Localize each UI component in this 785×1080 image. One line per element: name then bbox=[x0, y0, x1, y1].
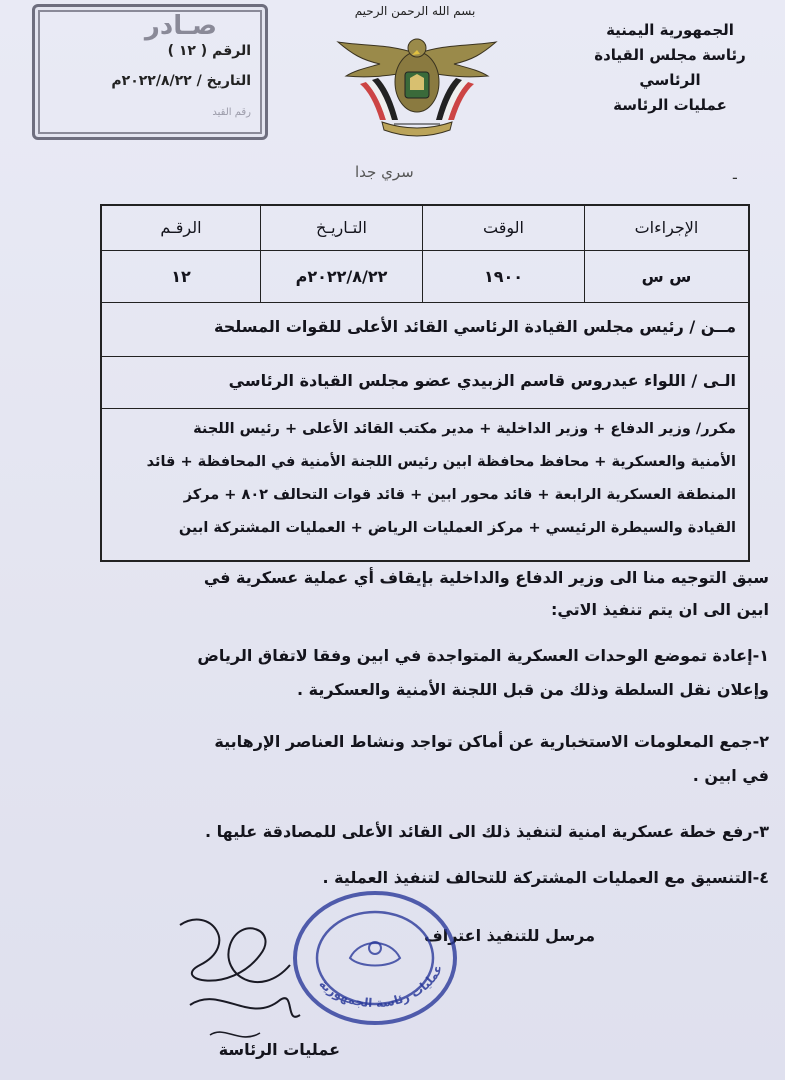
item-2-line-2: في ابين . bbox=[692, 766, 769, 785]
intro-line-1: سبق التوجيه منا الى وزير الدفاع والداخلية بإيقاف أي عملية عسكرية في bbox=[203, 568, 769, 587]
cc-line-4: القيادة والسيطرة الرئيسي + مركز العمليات الرياض + العمليات المشتركة ابين bbox=[178, 520, 736, 536]
letterhead-line-3: الرئاسي bbox=[639, 71, 701, 89]
item-3-line-1: ٣-رفع خطة عسكرية امنية لتنفيذ ذلك الى القائد الأعلى للمصادقة عليها . bbox=[205, 822, 769, 841]
letterhead bbox=[575, 18, 765, 118]
from-row bbox=[102, 302, 748, 356]
outgoing-stamp bbox=[32, 4, 268, 140]
seal-text: عمليات رئاسة الجمهورية bbox=[316, 962, 446, 1011]
letterhead-line-1: الجمهورية اليمنية bbox=[606, 21, 734, 39]
header-actions: الإجراءات bbox=[584, 206, 748, 250]
signature-mark bbox=[170, 905, 310, 1055]
intro-line-2: ابين الى ان يتم تنفيذ الاتي: bbox=[551, 600, 769, 619]
value-time: ١٩٠٠ bbox=[422, 251, 584, 302]
header-number: الرقـم bbox=[160, 218, 202, 237]
cc-row bbox=[102, 408, 748, 562]
stamp-ref: رقم القيد bbox=[212, 107, 251, 118]
header-date: التـاريـخ bbox=[260, 206, 422, 250]
item-4-line-1: ٤-التنسيق مع العمليات المشتركة للتحالف لتنفيذ العملية . bbox=[322, 868, 769, 887]
stamp-number: الرقم ( ١٢ ) bbox=[167, 43, 251, 59]
table-header-row bbox=[102, 206, 748, 250]
to-text: الـى / اللواء عيدروس قاسم الزبيدي عضو مجلس القيادة الرئاسي bbox=[228, 371, 736, 390]
value-number: ١٢ bbox=[171, 267, 191, 286]
table-value-row bbox=[102, 250, 748, 302]
svg-text:عمليات رئاسة الجمهورية bbox=[316, 962, 445, 1010]
cc-line-3: المنطقة العسكرية الرابعة + قائد محور ابين + قائد قوات التحالف ٨٠٢ + مركز bbox=[183, 487, 736, 503]
closing-text: مرسل للتنفيذ اعتراف bbox=[424, 926, 595, 945]
dash-mark: - bbox=[732, 168, 738, 187]
item-1-line-2: وإعلان نقل السلطة وذلك من قبل اللجنة الأمنية والعسكرية . bbox=[296, 680, 769, 699]
eagle-emblem-icon bbox=[332, 24, 502, 144]
signoff-text: عمليات الرئاسة bbox=[218, 1040, 340, 1059]
basmala: بسم الله الرحمن الرحيم bbox=[354, 4, 476, 18]
cc-line-2: الأمنية والعسكرية + محافظ محافظة ابين رئيس اللجنة الأمنية في المحافظة + قائد bbox=[146, 454, 736, 470]
from-text: مــن / رئيس مجلس القيادة الرئاسي القائد الأعلى للقوات المسلحة bbox=[214, 317, 736, 336]
official-seal bbox=[290, 888, 460, 1028]
item-2-line-1: ٢-جمع المعلومات الاستخبارية عن أماكن تواجد ونشاط العناصر الإرهابية bbox=[214, 732, 769, 751]
letterhead-line-2: رئاسة مجلس القيادة bbox=[594, 46, 746, 64]
value-actions: س س bbox=[584, 251, 748, 302]
classification-label: سري جدا bbox=[355, 163, 414, 181]
stamp-title: صـادر bbox=[144, 11, 217, 41]
item-1-line-1: ١-إعادة تموضع الوحدات العسكرية المتواجدة في ابين وفقا لاتفاق الرياض bbox=[197, 646, 769, 665]
to-row bbox=[102, 356, 748, 408]
stamp-date: التاريخ / ٢٠٢٢/٨/٢٢م bbox=[111, 73, 251, 89]
letterhead-line-4: عمليات الرئاسة bbox=[613, 96, 727, 114]
cc-line-1: مكرر/ وزير الدفاع + وزير الداخلية + مدير مكتب القائد الأعلى + رئيس اللجنة bbox=[193, 421, 736, 437]
header-time: الوقت bbox=[422, 206, 584, 250]
message-form-table bbox=[100, 204, 750, 562]
value-date: ٢٠٢٢/٨/٢٢م bbox=[260, 251, 422, 302]
